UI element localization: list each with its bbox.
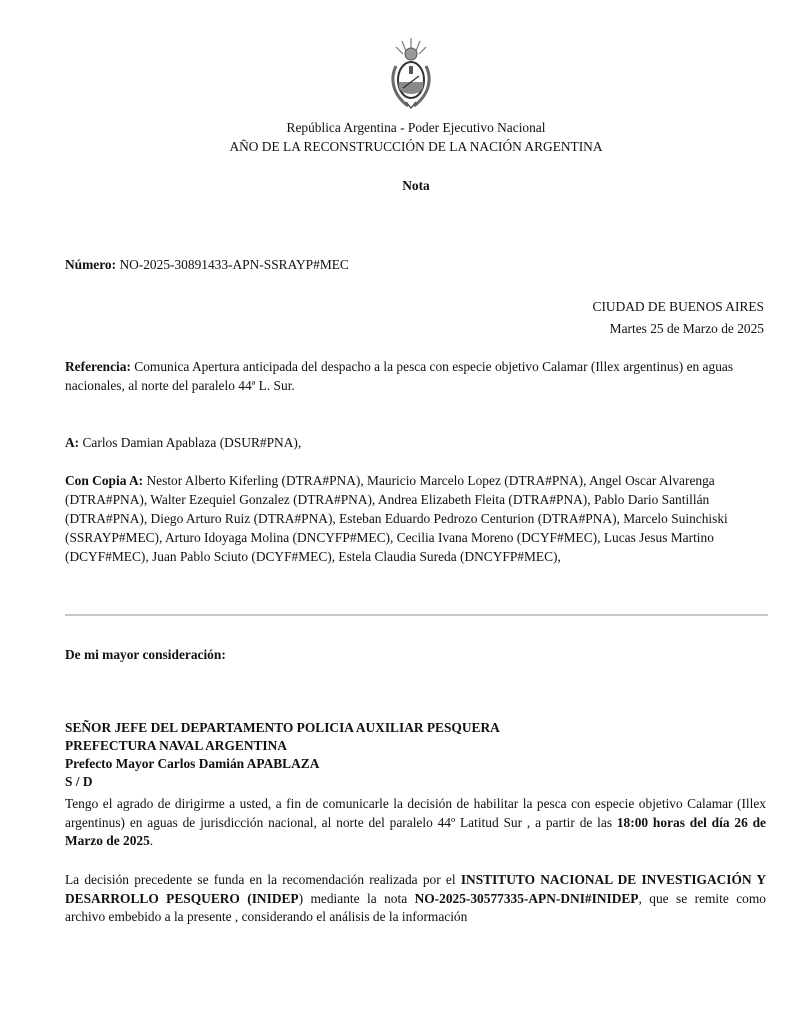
body2-institute: INSTITUTO NACIONAL DE INVESTIGACIÓN Y DESARROLLO PESQUERO (INIDEP: [65, 872, 766, 906]
reference-block: [65, 357, 766, 395]
body1-bold-date: 18:00 horas del día 26 de Marzo de 2025: [65, 814, 766, 848]
addressee-block: [65, 719, 766, 791]
coat-of-arms-seal: [388, 36, 434, 112]
body2-note-number: NO-2025-30577335-APN-DNI#INIDEP: [414, 890, 639, 906]
recipient-label: A:: [65, 435, 80, 450]
document-number: [65, 255, 349, 274]
year-motto: AÑO DE LA RECONSTRUCCIÓN DE LA NACIÓN ARGENTINA: [229, 139, 603, 154]
body2-text-3: , que se remite como archivo embebido a la presente , considerando el análisis de la información: [65, 890, 766, 924]
greeting: De mi mayor consideración:: [65, 647, 226, 662]
body2-text-1: La decisión precedente se funda en la recomendación realizada por el: [65, 872, 461, 887]
copy-block: [65, 471, 766, 566]
addressee-line-1: SEÑOR JEFE DEL DEPARTAMENTO POLICIA AUXILIAR PESQUERA: [65, 720, 500, 735]
document-type-title: Nota: [402, 178, 430, 193]
body1-end: .: [149, 833, 154, 848]
addressee-line-4: S / D: [65, 774, 93, 789]
date: Martes 25 de Marzo de 2025: [609, 321, 764, 336]
reference-text: Comunica Apertura anticipada del despacho a la pesca con especie objetivo Calamar (Illex argentinus) en aguas nacionales, al norte del paralelo 44ª L. Sur.: [65, 359, 734, 393]
body-paragraph-1: [65, 795, 766, 851]
copy-text: Nestor Alberto Kiferling (DTRA#PNA), Mauricio Marcelo Lopez (DTRA#PNA), Angel Oscar Alvarenga (DTRA#PNA), Walter Ezequiel Gonzalez (DTRA#PNA), Andrea Elizabeth Fleita (DTRA#PNA), Pablo Dario Santillán (DTRA#PNA), Diego Arturo Ruiz (DTRA#PNA), Esteban Eduardo Pedrozo Centurion (DTRA#PNA), Marcelo Suinchiski (SSRAYP#MEC), Arturo Idoyaga Molina (DNCYFP#MEC), Cecilia Ivana Moreno (DCYF#MEC), Lucas Jesus Martino (DCYF#MEC), Juan Pablo Sciuto (DCYF#MEC), Estela Claudia Sureda (DNCYFP#MEC),: [65, 473, 728, 564]
number-label: Número:: [65, 257, 117, 272]
recipient-text: Carlos Damian Apablaza (DSUR#PNA),: [82, 435, 302, 450]
copy-label: Con Copia A:: [65, 473, 144, 488]
number-value: NO-2025-30891433-APN-SSRAYP#MEC: [119, 257, 349, 272]
body2-text-2: ) mediante la nota: [298, 890, 415, 906]
body-paragraph-2: [65, 871, 766, 927]
addressee-line-2: PREFECTURA NAVAL ARGENTINA: [65, 738, 287, 753]
section-divider: [65, 614, 768, 616]
reference-label: Referencia:: [65, 359, 131, 374]
recipient-block: [65, 433, 766, 452]
body1-text: Tengo el agrado de dirigirme a usted, a fin de comunicarle la decisión de habilitar la pesca con especie objetivo Calamar (Illex argentinus) en aguas de jurisdicción nacional, al norte del paralelo 44º Latitud Sur , a partir de las: [65, 796, 766, 830]
city: CIUDAD DE BUENOS AIRES: [592, 299, 764, 314]
addressee-line-3: Prefecto Mayor Carlos Damián APABLAZA: [65, 756, 320, 771]
org-header: República Argentina - Poder Ejecutivo Nacional: [286, 120, 546, 135]
